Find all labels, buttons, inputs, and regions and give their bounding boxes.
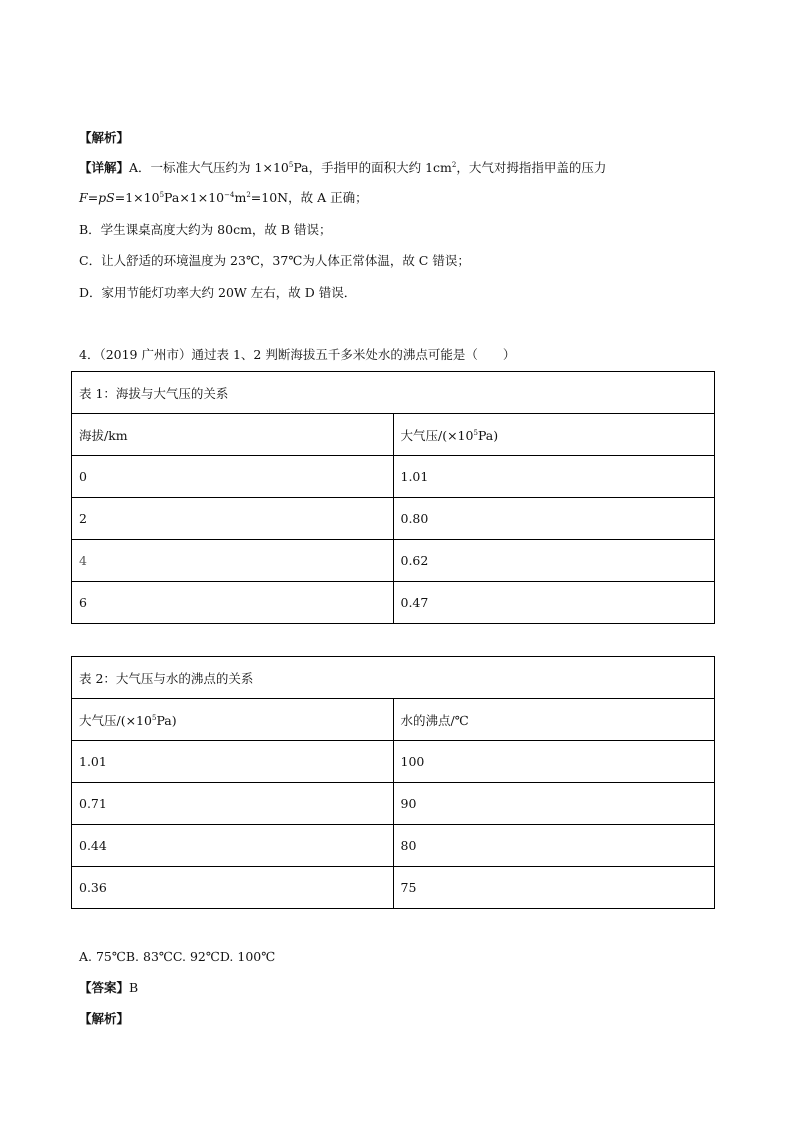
analysis-heading: 【解析】 — [79, 130, 130, 145]
formula-eq: = — [87, 190, 99, 205]
table-row — [72, 456, 715, 498]
table-header-row — [72, 414, 715, 456]
answer-line — [79, 979, 138, 997]
answer-value: B — [129, 980, 139, 995]
table-2-caption: 表 2：大气压与水的沸点的关系 — [72, 657, 715, 699]
table-1-header-pressure — [393, 414, 715, 456]
table-2 — [71, 656, 715, 909]
table-row — [72, 825, 715, 867]
header-text: 大气压/(×10 — [400, 427, 474, 443]
formula-var: pS — [98, 190, 115, 205]
table-row — [72, 498, 715, 540]
answer-tag: 【答案】 — [79, 980, 130, 995]
table-1 — [71, 371, 715, 624]
table-cell: 80 — [393, 825, 715, 867]
table-row — [72, 783, 715, 825]
exponent: 5 — [159, 190, 165, 199]
header-text: Pa) — [156, 712, 177, 728]
detail-line-1 — [79, 159, 606, 177]
table-cell: 0.80 — [393, 498, 715, 540]
table-header-row — [72, 699, 715, 741]
header-text: Pa) — [477, 427, 499, 443]
table-cell: 0.47 — [393, 582, 715, 624]
table-cell: 1.01 — [72, 741, 394, 783]
table-row — [72, 540, 715, 582]
exponent: −4 — [224, 190, 235, 199]
detail-text: A．一标准大气压约为 1×10 — [129, 160, 289, 175]
detail-line-2 — [79, 189, 368, 207]
table-row — [72, 741, 715, 783]
table-caption-row — [72, 372, 715, 414]
table-1-header-altitude: 海拔/km — [72, 414, 394, 456]
option-c-explanation: C．让人舒适的环境温度为 23℃，37℃为人体正常体温，故 C 错误； — [79, 253, 470, 268]
table-cell: 6 — [72, 582, 394, 624]
formula-text: =10N，故 A 正确； — [250, 190, 368, 205]
detail-text: ，大气对拇指指甲盖的压力 — [456, 160, 607, 175]
exponent: 5 — [151, 713, 157, 722]
question-4: 4．（2019 广州市）通过表 1、2 判断海拔五千多米处水的沸点可能是（ ） — [79, 347, 516, 362]
table-cell: 2 — [72, 498, 394, 540]
table-cell: 1.01 — [393, 456, 715, 498]
table-cell: 0.44 — [72, 825, 394, 867]
formula-text: =1×10 — [114, 190, 160, 205]
table-cell: 0.62 — [393, 540, 715, 582]
table-row — [72, 582, 715, 624]
formula-var: F — [79, 190, 88, 205]
table-caption-row — [72, 657, 715, 699]
table-cell: 90 — [393, 783, 715, 825]
detail-tag: 【详解】 — [79, 160, 130, 175]
header-text: 大气压/(×10 — [79, 712, 152, 728]
table-2-header-pressure — [72, 699, 394, 741]
table-cell: 4 — [72, 540, 394, 582]
formula-text: Pa×1×10 — [164, 190, 225, 205]
formula-text: m — [234, 190, 247, 205]
option-d-explanation: D．家用节能灯功率大约 20W 左右，故 D 错误． — [79, 285, 357, 300]
table-1-caption: 表 1：海拔与大气压的关系 — [72, 372, 715, 414]
table-cell: 0 — [72, 456, 394, 498]
analysis-heading-2: 【解析】 — [79, 1011, 130, 1026]
table-cell: 100 — [393, 741, 715, 783]
detail-text: Pa，手指甲的面积大约 1cm — [293, 160, 452, 175]
exponent: 2 — [451, 160, 457, 169]
table-row — [72, 867, 715, 909]
exponent: 2 — [246, 190, 251, 199]
table-cell: 0.36 — [72, 867, 394, 909]
option-b-explanation: B．学生课桌高度大约为 80cm，故 B 错误； — [79, 222, 332, 237]
exponent: 5 — [473, 428, 478, 437]
exponent: 5 — [288, 160, 294, 169]
table-cell: 75 — [393, 867, 715, 909]
table-cell: 0.71 — [72, 783, 394, 825]
answer-choices: A. 75℃B. 83℃C. 92℃D. 100℃ — [79, 949, 276, 964]
table-2-header-boiling-point: 水的沸点/℃ — [393, 699, 715, 741]
